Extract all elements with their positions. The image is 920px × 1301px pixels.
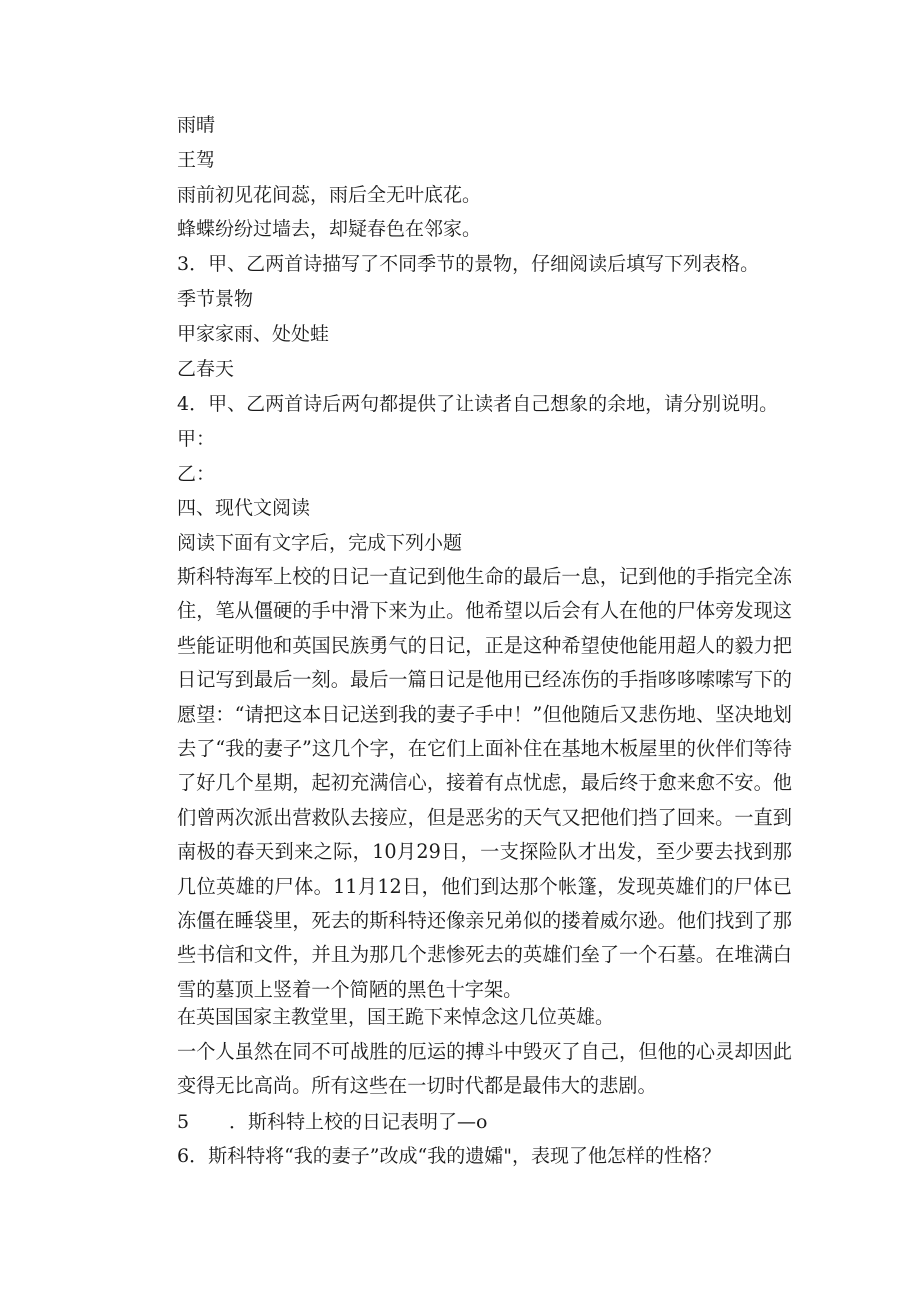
question-6: 6．斯科特将“我的妻子”改成“我的遗孀"，表现了他怎样的性格？ xyxy=(177,1145,721,1167)
question-4: 4．甲、乙两首诗后两句都提供了让读者自己想象的余地，请分别说明。 xyxy=(177,393,779,415)
poem-line-2: 蜂蝶纷纷过墙去，却疑春色在邻家。 xyxy=(177,218,482,240)
passage-paragraph-1 xyxy=(177,560,792,1007)
passage-paragraph-1-text: 斯科特海军上校的日记一直记到他生命的最后一息，记到他的手指完全冻住，笔从僵硬的手中滑下来为止。他希望以后会有人在他的尸体旁发现这些能证明他和英国民族勇气的日记，正是这种希望使他能用超人的毅力把日记写到最后一刻。最后一篇日记是他用已经冻伤的手指哆哆嗦嗦写下的愿望：“请把这本日记送到我的妻子手中！”但他随后又悲伤地、坚决地划去了“我的妻子”这几个字，在它们上面补住在基地木板屋里的伙伴们等待了好几个星期，起初充满信心，接着有点忧虑，最后终于愈来愈不安。他们曾两次派出营救队去接应，但是恶劣的天气又把他们挡了回来。一直到南极的春天到来之际，10月29日，一支探险队才出发，至少要去找到那几位英雄的尸体。11月12日，他们到达那个帐篷，发现英雄们的尸体已冻僵在睡袋里，死去的斯科特还像亲兄弟似的搂着威尔逊。他们找到了那些书信和文件，并且为那几个悲惨死去的英雄们垒了一个石墓。在堆满白雪的墓顶上竖着一个简陋的黑色十字架。 xyxy=(177,565,792,1001)
passage-paragraph-2: 在英国国家主教堂里，国王跪下来悼念这几位英雄。 xyxy=(177,1006,615,1028)
answer-jia: 甲： xyxy=(177,428,216,450)
answer-yi: 乙： xyxy=(177,463,216,485)
section-instruction: 阅读下面有文字后，完成下列小题 xyxy=(177,532,463,554)
passage-paragraph-3 xyxy=(177,1035,792,1104)
table-row-yi: 乙春天 xyxy=(177,358,235,380)
passage-paragraph-3-text: 一个人虽然在同不可战胜的厄运的搏斗中毁灭了自己，但他的心灵却因此变得无比高尚。所有这些在一切时代都是最伟大的悲剧。 xyxy=(177,1040,792,1098)
section-heading: 四、现代文阅读 xyxy=(177,497,311,519)
table-row-jia: 甲家家雨、处处蛙 xyxy=(177,323,330,345)
question-5-text: ．斯科特上校的日记表明了—o xyxy=(229,1111,488,1133)
table-header: 季节景物 xyxy=(177,288,254,310)
question-5 xyxy=(177,1109,487,1135)
question-5-number: 5 xyxy=(177,1111,190,1133)
poem-title: 雨晴 xyxy=(177,114,216,136)
poem-author: 王驾 xyxy=(177,149,216,171)
question-3: 3．甲、乙两首诗描写了不同季节的景物，仔细阅读后填写下列表格。 xyxy=(177,253,760,275)
poem-line-1: 雨前初见花间蕊，雨后全无叶底花。 xyxy=(177,184,482,206)
